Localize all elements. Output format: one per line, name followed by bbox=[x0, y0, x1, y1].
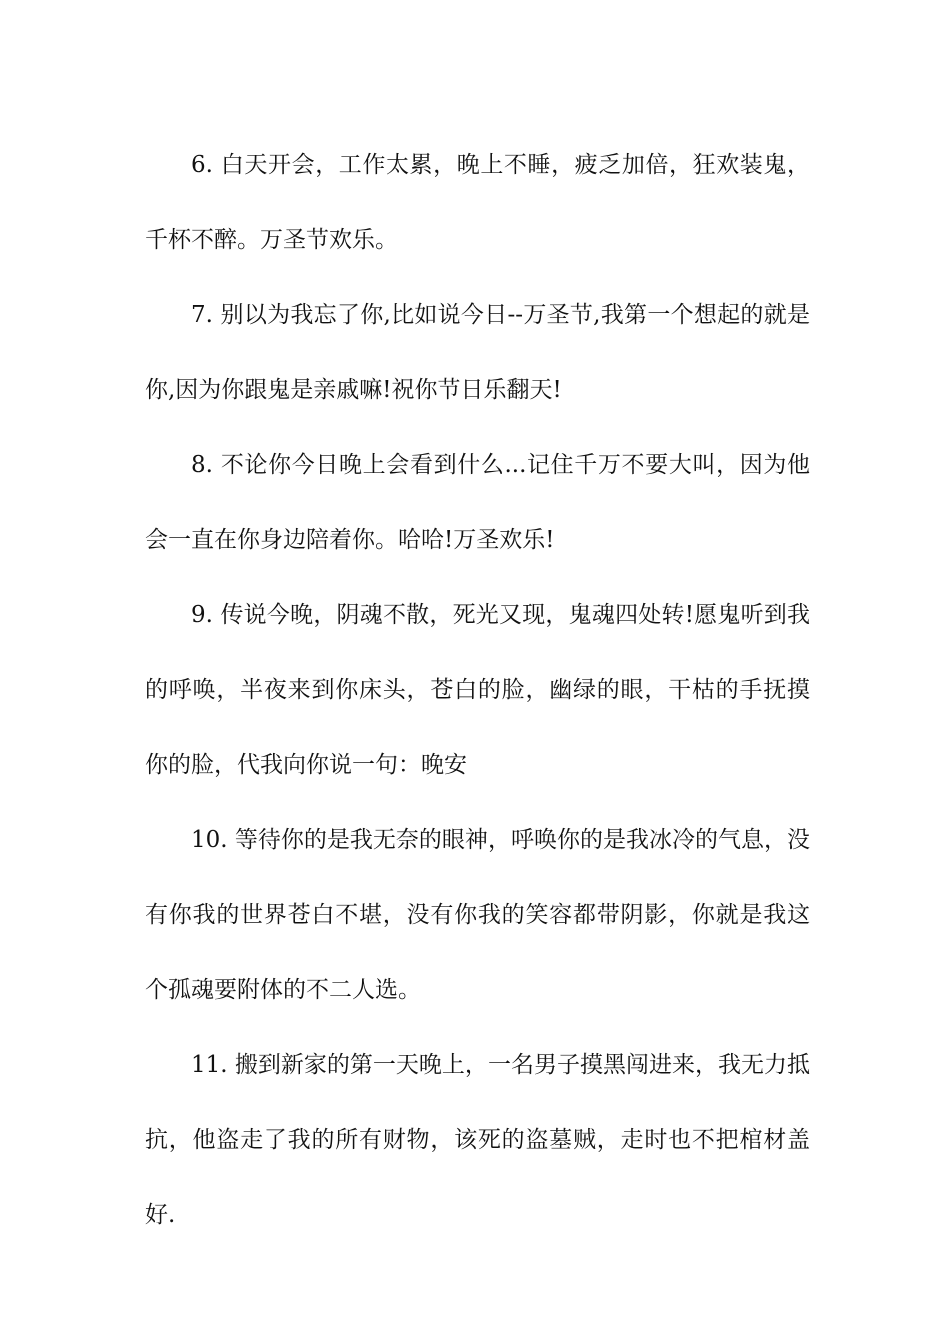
list-item-10: 10. 等待你的是我无奈的眼神，呼唤你的是我冰冷的气息，没有你我的世界苍白不堪，没有你我的笑容都带阴影，你就是我这个孤魂要附体的不二人选。 bbox=[145, 827, 810, 1003]
list-item-8: 8. 不论你今日晚上会看到什么...记住千万不要大叫，因为他会一直在你身边陪着你。哈哈!万圣欢乐! bbox=[145, 452, 810, 553]
list-item-9: 9. 传说今晚，阴魂不散，死光又现，鬼魂四处转!愿鬼听到我的呼唤，半夜来到你床头，苍白的脸，幽绿的眼，干枯的手抚摸你的脸，代我向你说一句：晚安 bbox=[145, 602, 810, 778]
document-body bbox=[145, 128, 810, 1253]
list-item-7: 7. 别以为我忘了你,比如说今日--万圣节,我第一个想起的就是你,因为你跟鬼是亲戚嘛!祝你节日乐翻天! bbox=[145, 302, 810, 403]
list-item-11: 11. 搬到新家的第一天晚上，一名男子摸黑闯进来，我无力抵抗，他盗走了我的所有财物，该死的盗墓贼，走时也不把棺材盖好. bbox=[145, 1052, 810, 1228]
list-item-6: 6. 白天开会，工作太累，晚上不睡，疲乏加倍，狂欢装鬼，千杯不醉。万圣节欢乐。 bbox=[145, 152, 810, 253]
